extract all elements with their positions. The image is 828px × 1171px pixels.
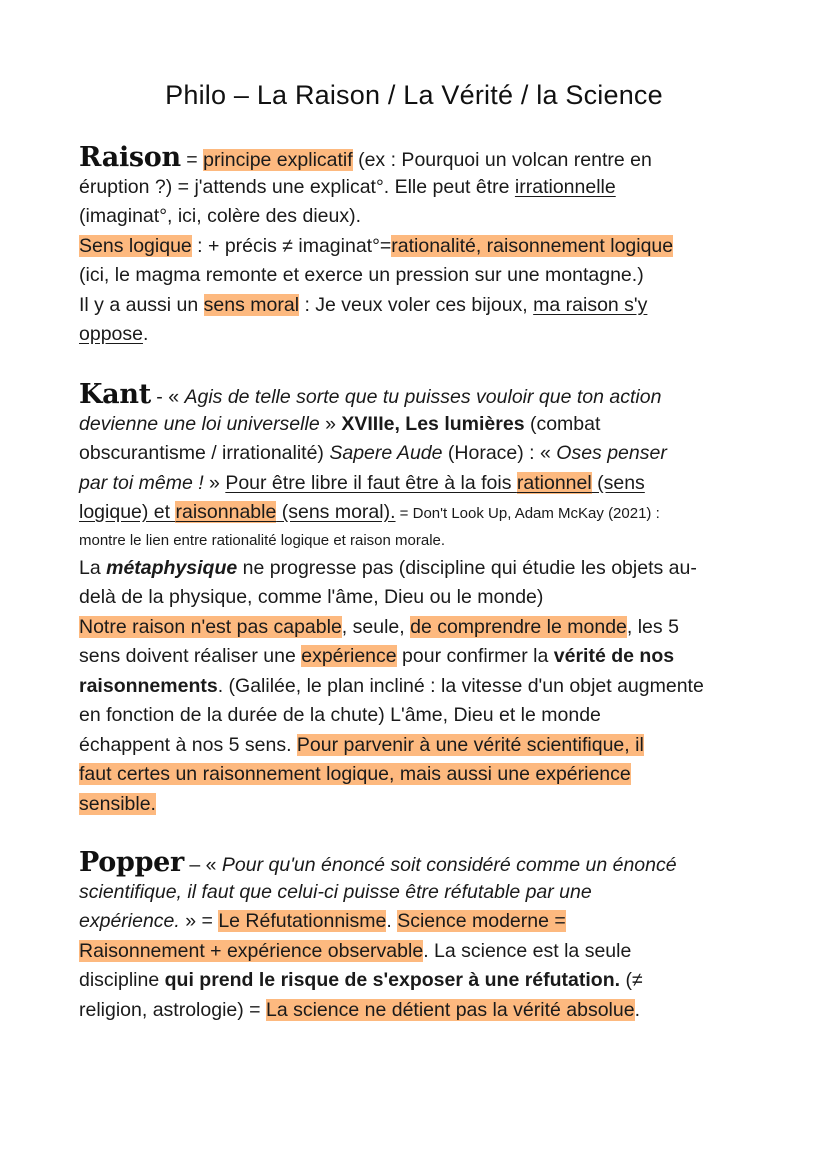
quote-text: par toi même !: [79, 471, 204, 494]
quote-text: expérience.: [79, 910, 180, 932]
text: (≠: [620, 969, 643, 991]
underlined-text: oppose: [79, 323, 143, 345]
text: (Horace) : «: [442, 442, 557, 464]
text: , seule,: [341, 615, 411, 638]
underlined-text: logique) et: [79, 501, 176, 523]
text-line: en fonction de la durée de la chute) L'âme, Dieu et le monde: [79, 704, 601, 726]
highlight: raisonnable: [175, 501, 277, 523]
text-line: (imaginat°, ici, colère des dieux).: [79, 205, 361, 227]
bold-text: XVIIIe, Les lumières: [341, 412, 525, 435]
text: échappent à nos 5 sens.: [79, 733, 297, 756]
text-line: [79, 672, 759, 702]
text: (ex : Pourquoi un volcan rentre en: [352, 149, 652, 171]
text: ne progresse pas (discipline qui étudie les objets au-: [237, 556, 697, 579]
underlined-text: (sens: [591, 471, 645, 494]
text-line: [79, 410, 759, 440]
raison-section: [79, 143, 759, 350]
underlined-text: (sens moral).: [276, 501, 396, 523]
text: – «: [183, 854, 222, 876]
highlight: Le Réfutationnisme: [218, 910, 387, 932]
text-line: [79, 907, 759, 937]
highlight: rationnel: [516, 471, 592, 494]
highlight: de comprendre le monde: [410, 615, 627, 638]
text-line: [79, 848, 759, 878]
text-line: [79, 469, 759, 499]
highlight: expérience: [301, 645, 397, 667]
text-line: [79, 642, 759, 672]
text-line: [79, 613, 759, 643]
quote-text: Pour qu'un énoncé soit considéré comme un énoncé: [221, 854, 677, 876]
text: .: [634, 998, 640, 1021]
highlight: principe explicatif: [203, 149, 353, 171]
highlight: faut certes un raisonnement logique, mais aussi une expérience: [79, 763, 631, 785]
bold-text: vérité de nos: [553, 645, 675, 667]
text: : Je veux voler ces bijoux,: [299, 293, 534, 316]
underlined-text: Pour être libre il faut être à la fois: [225, 471, 517, 494]
text-line: [79, 996, 759, 1026]
text: »: [319, 412, 342, 435]
section-heading-raison: Raison: [79, 142, 181, 173]
text: (combat: [524, 412, 601, 435]
highlight: Pour parvenir à une vérité scientifique, il: [296, 733, 644, 756]
text: éruption ?) = j'attends une explicat°. Elle peut être: [79, 175, 515, 198]
text: Il y a aussi un: [79, 293, 204, 316]
highlight: sens moral: [203, 293, 300, 316]
highlight: Science moderne =: [397, 910, 566, 932]
text-line: scientifique, il faut que celui-ci puisse être réfutable par une: [79, 880, 592, 903]
highlight: Raisonnement + expérience observable: [79, 939, 424, 962]
side-note: = Don't Look Up, Adam McKay (2021) :: [395, 505, 660, 522]
text: » =: [179, 910, 219, 932]
highlight: rationalité, raisonnement logique: [391, 234, 674, 257]
text-line: [79, 790, 759, 820]
text-line: [79, 439, 759, 469]
text: obscurantisme / irrationalité): [79, 442, 330, 464]
text: =: [180, 149, 204, 171]
underlined-text: irrationnelle: [514, 175, 616, 198]
section-heading-popper: Popper: [79, 847, 184, 878]
text: .: [386, 910, 398, 932]
text: . (Galilée, le plan incliné : la vitesse d'un objet augmente: [217, 674, 704, 697]
text: discipline: [79, 969, 165, 991]
text-line: [79, 143, 759, 173]
text-line: (ici, le magma remonte et exerce un pression sur une montagne.): [79, 264, 644, 286]
popper-section: [79, 848, 759, 1025]
text: . La science est la seule: [423, 939, 632, 962]
text-line: [79, 498, 759, 528]
quote-text: devienne une loi universelle: [79, 412, 320, 435]
text-line: montre le lien entre rationalité logique et raison morale.: [79, 531, 446, 549]
text-line: [79, 760, 759, 790]
text: .: [142, 323, 149, 345]
quote-text: Agis de telle sorte que tu puisses vouloir que ton action: [184, 386, 662, 408]
text: - «: [150, 386, 185, 408]
highlight: sensible.: [79, 792, 156, 815]
highlight: Notre raison n'est pas capable: [79, 615, 342, 638]
text-line: [79, 320, 759, 350]
text-line: [79, 380, 759, 410]
text-line: [79, 731, 759, 761]
text: La: [79, 556, 107, 579]
text: pour confirmer la: [396, 645, 554, 667]
text-line: [79, 966, 759, 996]
text: »: [203, 471, 226, 494]
bold-italic-text: métaphysique: [106, 556, 238, 579]
text-line: [79, 173, 759, 203]
text: , les 5: [626, 615, 679, 638]
text: religion, astrologie) =: [79, 998, 266, 1021]
text-line: [79, 291, 759, 321]
text-line: [79, 232, 759, 262]
text: sens doivent réaliser une: [79, 645, 302, 667]
page-title: Philo – La Raison / La Vérité / la Science: [165, 80, 663, 110]
text-line: [79, 554, 759, 584]
highlight: La science ne détient pas la vérité absolue: [265, 998, 635, 1021]
bold-text: raisonnements: [79, 674, 218, 697]
underlined-text: ma raison s'y: [533, 293, 648, 316]
quote-text: Oses penser: [556, 442, 667, 464]
text-line: [79, 937, 759, 967]
text: : + précis ≠ imaginat°=: [191, 234, 392, 257]
bold-text: qui prend le risque de s'exposer à une réfutation.: [164, 969, 621, 991]
highlight: Sens logique: [79, 234, 192, 257]
quote-text: Sapere Aude: [329, 442, 443, 464]
section-heading-kant: Kant: [79, 379, 151, 410]
kant-section: [79, 380, 759, 819]
text-line: delà de la physique, comme l'âme, Dieu ou le monde): [79, 586, 544, 608]
